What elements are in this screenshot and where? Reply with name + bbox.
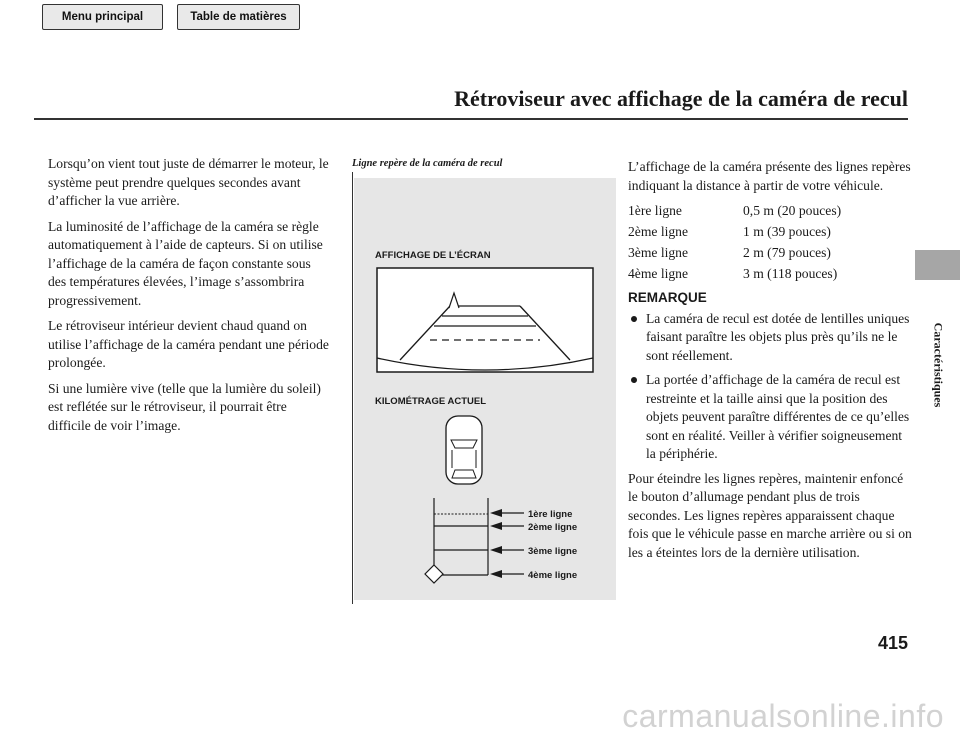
line-label-2: 2ème ligne (528, 522, 578, 533)
table-row (628, 244, 841, 265)
remark-bullet-lens: La caméra de recul est dotée de lentilles uniques faisant paraître les objets plus près qu’ils ne le sont réellement. (628, 310, 914, 366)
line-label-1: 1ère ligne (528, 509, 573, 520)
actual-distance-label: KILOMÉTRAGE ACTUEL (375, 396, 487, 407)
right-column (628, 158, 914, 569)
distance-line: 4ème ligne (628, 266, 689, 281)
paragraph-closing: Pour éteindre les lignes repères, maintenir enfoncé le bouton d’allumage pendant plus de trois secondes. Les lignes repères apparaissent chaque fois que le véhicule passe en marche arrière ou si on les a éteintes lors de la dernière utilisation. (628, 470, 912, 560)
header-divider (34, 118, 908, 120)
paragraph-intro: L’affichage de la caméra présente des lignes repères indiquant la distance à partir de votre véhicule. (628, 159, 911, 193)
left-column (48, 155, 330, 442)
distance-table (628, 202, 841, 286)
section-label: Caractéristiques (931, 322, 946, 408)
car-top-view-icon (446, 416, 482, 484)
figure-background (354, 178, 616, 600)
page-title: Rétroviseur avec affichage de la caméra de recul (454, 86, 908, 111)
paragraph-heat: Le rétroviseur intérieur devient chaud quand on utilise l’affichage de la caméra pendant une période prolongée. (48, 318, 329, 370)
page-number: 415 (877, 633, 908, 653)
camera-guideline-figure (354, 178, 616, 600)
watermark: carmanualsonline.info (622, 698, 944, 734)
distance-value: 3 m (118 pouces) (743, 266, 838, 281)
figure-caption: Ligne repère de la caméra de recul (352, 158, 503, 169)
section-tab (915, 250, 960, 280)
line-label-3: 3ème ligne (528, 546, 578, 557)
camera-screen (377, 268, 593, 372)
distance-line: 2ème ligne (628, 224, 689, 239)
table-row (628, 202, 841, 223)
screen-display-label: AFFICHAGE DE L’ÉCRAN (375, 250, 491, 261)
line-label-4: 4ème ligne (528, 570, 578, 581)
distance-value: 0,5 m (20 pouces) (743, 203, 842, 218)
distance-line: 3ème ligne (628, 245, 689, 260)
table-of-contents-button[interactable]: Table de matières (177, 4, 300, 30)
table-row (628, 223, 841, 244)
figure-divider (352, 172, 353, 604)
distance-value: 1 m (39 pouces) (743, 224, 831, 239)
paragraph-startup: Lorsqu’on vient tout juste de démarrer le moteur, le système peut prendre quelques secondes avant d’afficher la vue arrière. (48, 156, 329, 208)
remark-heading: REMARQUE (628, 290, 707, 305)
remark-bullet-range: La portée d’affichage de la caméra de recul est restreinte et la taille ainsi que la position des objets peuvent paraître différentes de ce qu’elles sont en réalité. Veiller à vérifier soigneusement la périphérie. (628, 371, 914, 464)
paragraph-glare: Si une lumière vive (telle que la lumière du soleil) est reflétée sur le rétroviseur, il pourrait être difficile de voir l’image. (48, 380, 321, 433)
paragraph-brightness: La luminosité de l’affichage de la caméra se règle automatiquement à l’aide de capteurs. Si on utilise l’affichage de la caméra de façon constante sous des températures élevées, l’image s’assombrira progressivement. (48, 218, 323, 308)
distance-value: 2 m (79 pouces) (743, 245, 831, 260)
distance-line: 1ère ligne (628, 203, 682, 218)
table-row (628, 265, 841, 286)
main-menu-button[interactable]: Menu principal (42, 4, 163, 30)
